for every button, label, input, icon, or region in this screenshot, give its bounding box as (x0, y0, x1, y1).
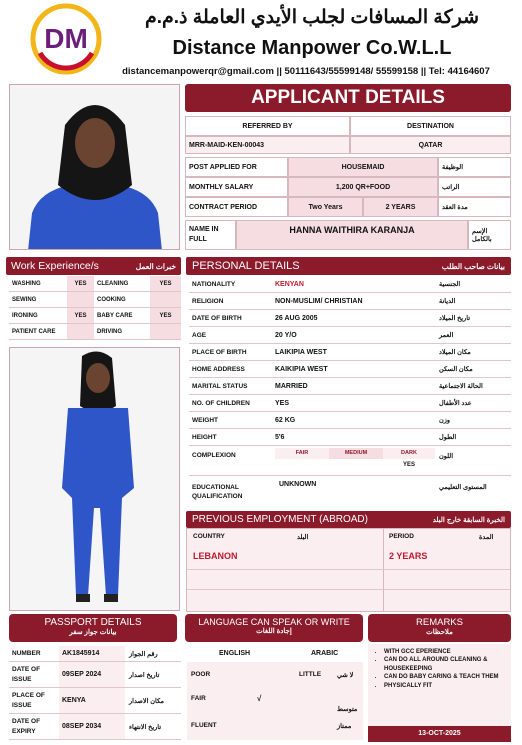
work-skill-value (150, 292, 181, 307)
post-label: POST APPLIED FOR (185, 157, 288, 177)
work-skill-value (67, 324, 94, 339)
personal-row (189, 310, 511, 327)
work-row (9, 308, 181, 324)
applicant-photo-portrait (9, 84, 180, 250)
personal-value: NON-MUSLIM/ CHRISTIAN (275, 297, 363, 305)
previous-period: 2 YEARS (389, 551, 428, 561)
passport-value: 09SEP 2024 (59, 662, 125, 687)
table-divider (187, 589, 510, 590)
referred-by-label: REFERRED BY (185, 116, 350, 136)
language-fair: FAIR (191, 695, 206, 702)
personal-label: PLACE OF BIRTH (192, 348, 247, 356)
passport-value: 08SEP 2034 (59, 714, 125, 739)
passport-label: DATE OF EXPIRY (12, 718, 41, 735)
company-arabic-name: شركة المسافات لجلب الأيدي العاملة ذ.م.م (144, 7, 480, 28)
work-experience-header (6, 257, 181, 275)
work-skill: SEWING (12, 296, 37, 303)
personal-label-ar: وزن (439, 417, 451, 424)
period-label-ar: المدة (479, 534, 494, 541)
contract-value-text: Two Years (288, 197, 363, 217)
language-title-ar: إجادة اللغات (256, 628, 292, 635)
language-header (185, 614, 363, 642)
education-row (189, 477, 511, 505)
reference-number: MRR-MAID-KEN-00043 (185, 136, 350, 154)
personal-value: 5'6 (275, 433, 285, 441)
complexion-label-ar: اللون (439, 453, 454, 460)
personal-details-header (186, 257, 511, 275)
passport-details-header (9, 614, 177, 642)
passport-details-title-ar: بيانات جواز سفر (69, 629, 117, 636)
complexion-option-medium: MEDIUM (329, 448, 383, 459)
remark-item: • PHYSICALLY FIT (384, 682, 507, 690)
work-skill: DRIVING (97, 328, 123, 335)
passport-row (9, 646, 181, 662)
previous-employment-table (186, 528, 511, 612)
remarks-header (368, 614, 511, 642)
language-fair-check-icon: √ (257, 694, 262, 703)
remarks-list (384, 648, 507, 690)
education-label-ar: المستوى التعليمي (439, 484, 487, 491)
personal-label-ar: مكان الميلاد (439, 349, 471, 356)
post-value: HOUSEMAID (288, 157, 438, 177)
language-poor: POOR (191, 671, 211, 678)
period-label: PERIOD (389, 533, 414, 540)
personal-label: NO. OF CHILDREN (192, 399, 250, 407)
work-skill-value (150, 324, 181, 339)
passport-value: KENYA (59, 688, 125, 713)
personal-details-title: PERSONAL DETAILS (192, 260, 300, 272)
work-skill: WASHING (12, 280, 41, 287)
personal-row (189, 378, 511, 395)
personal-value: MARRIED (275, 382, 308, 390)
passport-label: PLACE OF ISSUE (12, 692, 45, 709)
table-divider (383, 529, 384, 611)
country-label: COUNTRY (193, 533, 225, 540)
destination-value: QATAR (350, 136, 511, 154)
personal-label-ar: الطول (439, 434, 457, 441)
work-experience-title: Work Experience/s (11, 260, 99, 272)
remark-item: • WITH GCC EPERIENCE (384, 648, 507, 656)
work-skill-value (67, 292, 94, 307)
passport-label-ar: رقم الجواز (129, 650, 158, 658)
work-row (9, 292, 181, 308)
language-fluent: FLUENT (191, 722, 217, 729)
language-little-ar: لا شي (337, 672, 354, 679)
previous-employment-header (186, 511, 511, 528)
contract-value-years: 2 YEARS (363, 197, 438, 217)
passport-label-ar: تاريخ اصدار (129, 671, 160, 679)
work-skill: PATIENT CARE (12, 328, 56, 335)
remarks-title: REMARKS (416, 617, 463, 628)
company-logo (30, 3, 102, 75)
remark-item: • CAN DO BABY CARING & TEACH THEM (384, 673, 507, 681)
passport-label-ar: مكان الاصدار (129, 697, 165, 705)
work-row (9, 324, 181, 340)
personal-row (189, 429, 511, 446)
personal-label: WEIGHT (192, 416, 218, 424)
personal-label: MARITAL STATUS (192, 382, 248, 390)
passport-row (9, 688, 181, 714)
personal-value: YES (275, 399, 290, 407)
personal-row (189, 293, 511, 310)
work-experience-table (9, 276, 181, 340)
personal-details-title-ar: بيانات صاحب الطلب (441, 261, 505, 271)
personal-label-ar: الديانة (439, 298, 456, 305)
personal-label-ar: مكان السكن (439, 366, 473, 373)
personal-row (189, 327, 511, 344)
work-row (9, 276, 181, 292)
post-label-ar: الوظيفة (438, 157, 511, 177)
previous-employment-title-ar: الخبرة السابقة خارج البلد (432, 516, 505, 524)
previous-employment-title: PREVIOUS EMPLOYMENT (ABROAD) (192, 514, 368, 525)
work-skill-value: YES (67, 276, 94, 291)
education-value: UNKNOWN (279, 481, 317, 488)
language-fluent-ar: ممتاز (337, 723, 352, 730)
applicant-photo-full-body (9, 347, 180, 611)
personal-label: NATIONALITY (192, 280, 236, 288)
personal-label: RELIGION (192, 297, 224, 305)
language-little: LITTLE (299, 671, 322, 678)
applicant-details-title: APPLICANT DETAILS (185, 84, 511, 112)
passport-label: DATE OF ISSUE (12, 666, 41, 683)
personal-value: KENYAN (275, 280, 304, 288)
work-skill-value: YES (150, 308, 181, 323)
salary-label-ar: الراتب (438, 177, 511, 197)
name-label: NAME IN FULL (185, 220, 236, 250)
complexion-option-fair: FAIR (275, 448, 329, 459)
personal-details-table (189, 276, 511, 505)
work-skill: BABY CARE (97, 312, 133, 319)
personal-row (189, 276, 511, 293)
personal-value: 62 KG (275, 416, 296, 424)
work-skill: CLEANING (97, 280, 129, 287)
work-skill: COOKING (97, 296, 126, 303)
personal-label: HOME ADDRESS (192, 365, 245, 373)
complexion-label: COMPLEXION (192, 452, 236, 459)
language-title: LANGUAGE CAN SPEAK OR WRITE (198, 617, 350, 627)
work-skill-value: YES (67, 308, 94, 323)
previous-country: LEBANON (193, 551, 238, 561)
language-arabic-label: ARABIC (311, 650, 339, 657)
personal-value: KAIKIPIA WEST (275, 365, 328, 373)
personal-label: DATE OF BIRTH (192, 314, 242, 322)
work-skill-value: YES (150, 276, 181, 291)
complexion-option-dark: DARK (383, 448, 435, 459)
company-name: Distance Manpower Co.W.L.L (172, 37, 452, 59)
personal-value: 20 Y/O (275, 331, 297, 339)
passport-row (9, 714, 181, 740)
personal-label: HEIGHT (192, 433, 217, 441)
passport-details-table (9, 646, 181, 742)
svg-text:DM: DM (44, 23, 88, 54)
personal-label: AGE (192, 331, 207, 339)
personal-row (189, 412, 511, 429)
salary-label: MONTHLY SALARY (185, 177, 288, 197)
personal-label-ar: الجنسية (439, 281, 461, 288)
table-divider (187, 569, 510, 570)
passport-details-title: PASSPORT DETAILS (44, 617, 142, 628)
name-label-ar: الإسم بالكامل (468, 220, 511, 250)
work-experience-title-ar: خبرات العمل (135, 261, 176, 271)
language-medium-ar: متوسط (337, 706, 358, 713)
passport-label: NUMBER (12, 650, 41, 657)
passport-value: AK1845914 (59, 646, 125, 661)
personal-label-ar: تاريخ الميلاد (439, 315, 471, 322)
education-label: EDUCATIONAL QUALIFICATION (192, 484, 243, 501)
personal-row (189, 395, 511, 412)
remark-item: • CAN DO ALL AROUND CLEANING & HOUSEKEEPING (384, 656, 507, 673)
complexion-value: YES (402, 462, 415, 468)
language-english-label: ENGLISH (219, 650, 251, 657)
country-label-ar: البلد (297, 534, 309, 541)
complexion-row (189, 446, 511, 476)
personal-value: 26 AUG 2005 (275, 314, 318, 322)
work-skill: IRONING (12, 312, 38, 319)
passport-label-ar: تاريخ الانتهاء (129, 723, 162, 731)
personal-label-ar: العمر (439, 332, 454, 339)
contract-label: CONTRACT PERIOD (185, 197, 288, 217)
remarks-title-ar: ملاحظات (426, 629, 453, 636)
personal-row (189, 344, 511, 361)
passport-row (9, 662, 181, 688)
language-table (187, 646, 363, 742)
personal-value: LAIKIPIA WEST (275, 348, 327, 356)
destination-label: DESTINATION (350, 116, 511, 136)
remarks-date: 13-OCT-2025 (368, 726, 511, 742)
name-value: HANNA WAITHIRA KARANJA (236, 220, 468, 250)
salary-value: 1,200 QR+FOOD (288, 177, 438, 197)
personal-row (189, 361, 511, 378)
personal-label-ar: الحالة الاجتماعية (439, 383, 483, 390)
contract-label-ar: مدة العقد (438, 197, 511, 217)
personal-label-ar: عدد الأطفال (439, 400, 472, 407)
company-contact: distancemanpowerqr@gmail.com || 50111643/55599148/ 55599158 || Tel: 44164607 (122, 66, 490, 77)
